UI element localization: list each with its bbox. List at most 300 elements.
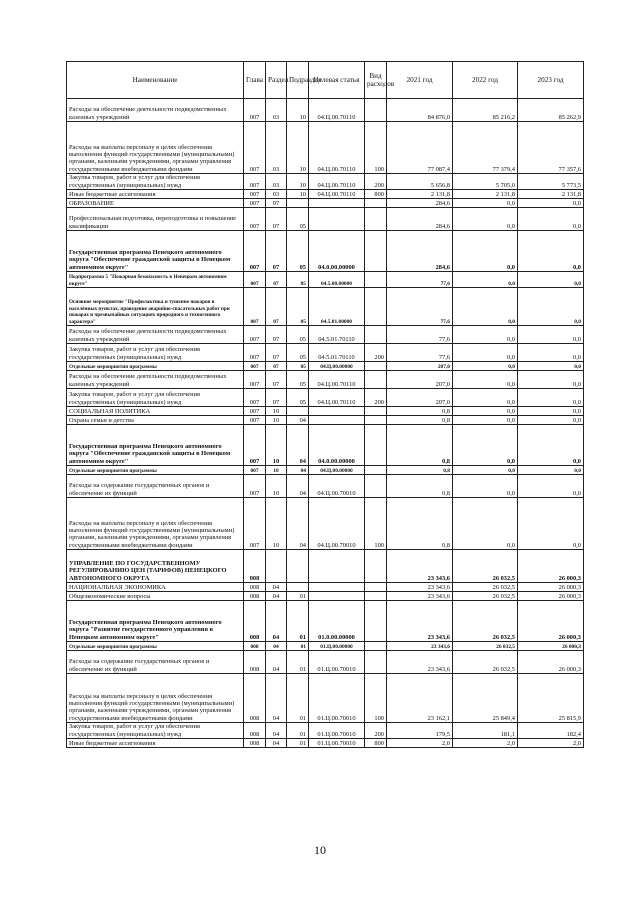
row-section-cell: 10 bbox=[266, 466, 287, 475]
row-subsection-cell: 01 bbox=[287, 642, 309, 651]
row-target-item-cell bbox=[309, 416, 365, 425]
table-row bbox=[67, 475, 584, 498]
row-expense-type-cell: 200 bbox=[365, 344, 387, 362]
row-expense-type-cell: 200 bbox=[365, 389, 387, 407]
row-2022-cell: 0,0 bbox=[453, 208, 518, 231]
row-2021-cell: 77,6 bbox=[387, 326, 453, 344]
row-2022-cell: 85 216,2 bbox=[453, 99, 518, 122]
row-subsection-cell bbox=[287, 407, 309, 416]
table-row bbox=[67, 550, 584, 583]
row-2021-cell: 84 876,0 bbox=[387, 99, 453, 122]
row-2023-cell: 0,0 bbox=[518, 371, 584, 389]
row-target-item-cell: 04.Ц.00.70110 bbox=[309, 174, 365, 190]
table-row bbox=[67, 425, 584, 466]
row-expense-type-cell bbox=[365, 475, 387, 498]
row-expense-type-cell bbox=[365, 199, 387, 208]
row-2023-cell: 0,0 bbox=[518, 272, 584, 288]
row-section-cell: 04 bbox=[266, 674, 287, 723]
row-target-item-cell: 04.0.00.00000 bbox=[309, 231, 365, 272]
row-2022-cell: 0,0 bbox=[453, 326, 518, 344]
row-section-cell: 07 bbox=[266, 326, 287, 344]
row-2022-cell: 0,0 bbox=[453, 344, 518, 362]
row-target-item-cell: 04.5.00.00000 bbox=[309, 272, 365, 288]
row-2021-cell: 77,6 bbox=[387, 344, 453, 362]
row-section-cell: 07 bbox=[266, 199, 287, 208]
row-expense-type-cell: 200 bbox=[365, 723, 387, 739]
table-row bbox=[67, 592, 584, 601]
table-row bbox=[67, 208, 584, 231]
row-2022-cell: 26 032,5 bbox=[453, 642, 518, 651]
header-chapter: Глава bbox=[244, 62, 266, 99]
row-chapter-cell: 007 bbox=[244, 122, 266, 174]
row-subsection-cell: 01 bbox=[287, 739, 309, 748]
row-chapter-cell: 007 bbox=[244, 208, 266, 231]
row-name-cell: Расходы на обеспечение деятельности подведомственных казенных учреждений bbox=[67, 99, 244, 122]
row-section-cell: 10 bbox=[266, 416, 287, 425]
row-chapter-cell: 007 bbox=[244, 288, 266, 326]
table-row bbox=[67, 288, 584, 326]
row-subsection-cell: 04 bbox=[287, 475, 309, 498]
row-expense-type-cell: 100 bbox=[365, 498, 387, 550]
row-name-cell: Отдельные мероприятия программы bbox=[67, 642, 244, 651]
row-expense-type-cell: 100 bbox=[365, 122, 387, 174]
row-2023-cell: 0,0 bbox=[518, 498, 584, 550]
row-chapter-cell: 007 bbox=[244, 326, 266, 344]
row-2023-cell: 26 000,3 bbox=[518, 651, 584, 674]
row-name-cell: Подпрограмма 5 "Пожарная безопасность в Ненецком автономном округе" bbox=[67, 272, 244, 288]
row-chapter-cell: 007 bbox=[244, 498, 266, 550]
table-row bbox=[67, 344, 584, 362]
table-row bbox=[67, 651, 584, 674]
row-chapter-cell: 007 bbox=[244, 466, 266, 475]
row-expense-type-cell bbox=[365, 371, 387, 389]
row-section-cell: 10 bbox=[266, 498, 287, 550]
header-expense-type: Вид расходов bbox=[365, 62, 387, 99]
row-2022-cell: 25 849,4 bbox=[453, 674, 518, 723]
row-section-cell: 07 bbox=[266, 288, 287, 326]
row-2022-cell: 77 379,4 bbox=[453, 122, 518, 174]
table-row bbox=[67, 416, 584, 425]
row-2021-cell: 77,6 bbox=[387, 288, 453, 326]
row-subsection-cell: 05 bbox=[287, 371, 309, 389]
row-2021-cell: 0,8 bbox=[387, 416, 453, 425]
row-subsection-cell: 04 bbox=[287, 425, 309, 466]
row-section-cell: 07 bbox=[266, 344, 287, 362]
row-2023-cell: 0,0 bbox=[518, 475, 584, 498]
row-2022-cell: 0,0 bbox=[453, 407, 518, 416]
row-target-item-cell bbox=[309, 592, 365, 601]
budget-table bbox=[66, 61, 584, 748]
row-name-cell: СОЦИАЛЬНАЯ ПОЛИТИКА bbox=[67, 407, 244, 416]
table-row bbox=[67, 407, 584, 416]
row-chapter-cell: 007 bbox=[244, 99, 266, 122]
row-2021-cell: 207,0 bbox=[387, 362, 453, 371]
row-section-cell: 07 bbox=[266, 371, 287, 389]
row-subsection-cell: 05 bbox=[287, 231, 309, 272]
table-row bbox=[67, 174, 584, 190]
row-section-cell: 10 bbox=[266, 475, 287, 498]
row-2021-cell: 2,0 bbox=[387, 739, 453, 748]
table-row bbox=[67, 723, 584, 739]
row-name-cell: Иные бюджетные ассигнования bbox=[67, 739, 244, 748]
row-subsection-cell: 04 bbox=[287, 466, 309, 475]
row-name-cell: Охрана семьи и детства bbox=[67, 416, 244, 425]
table-row bbox=[67, 326, 584, 344]
table-row bbox=[67, 371, 584, 389]
table-row bbox=[67, 199, 584, 208]
row-section-cell: 04 bbox=[266, 739, 287, 748]
row-section-cell: 04 bbox=[266, 642, 287, 651]
row-2022-cell: 0,0 bbox=[453, 288, 518, 326]
table-row bbox=[67, 498, 584, 550]
row-name-cell: Закупка товаров, работ и услуг для обеспечения государственных (муниципальных) нужд bbox=[67, 174, 244, 190]
table-row bbox=[67, 739, 584, 748]
row-section-cell: 07 bbox=[266, 272, 287, 288]
row-subsection-cell: 05 bbox=[287, 344, 309, 362]
row-subsection-cell: 05 bbox=[287, 389, 309, 407]
row-2021-cell: 207,0 bbox=[387, 389, 453, 407]
row-2021-cell: 0,8 bbox=[387, 475, 453, 498]
row-2021-cell: 284,6 bbox=[387, 231, 453, 272]
row-2023-cell: 85 262,9 bbox=[518, 99, 584, 122]
row-expense-type-cell: 800 bbox=[365, 190, 387, 199]
row-name-cell: Закупка товаров, работ и услуг для обеспечения государственных (муниципальных) нужд bbox=[67, 723, 244, 739]
row-subsection-cell: 01 bbox=[287, 651, 309, 674]
row-2023-cell: 0,0 bbox=[518, 425, 584, 466]
table-row bbox=[67, 272, 584, 288]
row-target-item-cell: 04.5.01.70110 bbox=[309, 326, 365, 344]
row-subsection-cell: 10 bbox=[287, 99, 309, 122]
row-2022-cell: 26 032,5 bbox=[453, 592, 518, 601]
row-section-cell: 07 bbox=[266, 208, 287, 231]
row-2022-cell: 0,0 bbox=[453, 425, 518, 466]
row-expense-type-cell bbox=[365, 583, 387, 592]
row-2023-cell: 26 000,3 bbox=[518, 642, 584, 651]
row-2022-cell: 2 131,8 bbox=[453, 190, 518, 199]
row-name-cell: Основное мероприятие "Профилактика и тушение пожаров в населённых пунктах, проведение аварийно-спасательных работ при пожарах и чрезвычайных ситуациях природного и техногенного характера" bbox=[67, 288, 244, 326]
row-2021-cell: 5 656,8 bbox=[387, 174, 453, 190]
row-target-item-cell: 04.Ц.00.00000 bbox=[309, 362, 365, 371]
row-2021-cell: 0,8 bbox=[387, 425, 453, 466]
row-target-item-cell bbox=[309, 583, 365, 592]
row-chapter-cell: 007 bbox=[244, 416, 266, 425]
table-row bbox=[67, 231, 584, 272]
row-2022-cell: 0,0 bbox=[453, 498, 518, 550]
row-2022-cell: 0,0 bbox=[453, 199, 518, 208]
row-name-cell: Отдельные мероприятия программы bbox=[67, 362, 244, 371]
row-name-cell: Расходы на выплаты персоналу в целях обеспечения выполнения функций государственными (муниципальными) органами, казенными учреждениями, органами управления государственными внебюджетными фондами bbox=[67, 498, 244, 550]
row-2023-cell: 25 815,9 bbox=[518, 674, 584, 723]
row-section-cell: 07 bbox=[266, 231, 287, 272]
row-2022-cell: 0,0 bbox=[453, 272, 518, 288]
row-section-cell: 04 bbox=[266, 601, 287, 642]
row-2023-cell: 0,0 bbox=[518, 362, 584, 371]
row-target-item-cell: 04.Ц.00.70010 bbox=[309, 475, 365, 498]
row-2022-cell: 5 705,0 bbox=[453, 174, 518, 190]
row-expense-type-cell bbox=[365, 550, 387, 583]
row-subsection-cell: 04 bbox=[287, 416, 309, 425]
row-subsection-cell: 05 bbox=[287, 362, 309, 371]
row-target-item-cell: 04.Ц.00.70110 bbox=[309, 389, 365, 407]
row-expense-type-cell bbox=[365, 425, 387, 466]
row-2023-cell: 0,0 bbox=[518, 231, 584, 272]
row-section-cell: 03 bbox=[266, 122, 287, 174]
header-subsection: Подраздел bbox=[287, 62, 309, 99]
row-chapter-cell: 008 bbox=[244, 723, 266, 739]
row-expense-type-cell: 200 bbox=[365, 174, 387, 190]
row-chapter-cell: 008 bbox=[244, 651, 266, 674]
table-header-row bbox=[67, 62, 584, 99]
row-2023-cell: 26 000,3 bbox=[518, 592, 584, 601]
header-year-2023: 2023 год bbox=[518, 62, 584, 99]
table-row bbox=[67, 122, 584, 174]
row-2023-cell: 5 773,5 bbox=[518, 174, 584, 190]
row-2022-cell: 2,0 bbox=[453, 739, 518, 748]
row-section-cell: 03 bbox=[266, 99, 287, 122]
row-2021-cell: 77 087,4 bbox=[387, 122, 453, 174]
row-section-cell: 07 bbox=[266, 362, 287, 371]
row-2022-cell: 0,0 bbox=[453, 389, 518, 407]
row-chapter-cell: 007 bbox=[244, 344, 266, 362]
row-subsection-cell: 01 bbox=[287, 592, 309, 601]
row-expense-type-cell bbox=[365, 288, 387, 326]
row-chapter-cell: 008 bbox=[244, 739, 266, 748]
row-expense-type-cell bbox=[365, 601, 387, 642]
row-2023-cell: 0,0 bbox=[518, 326, 584, 344]
row-name-cell: Отдельные мероприятия программы bbox=[67, 466, 244, 475]
row-2022-cell: 181,1 bbox=[453, 723, 518, 739]
row-2022-cell: 26 032,5 bbox=[453, 550, 518, 583]
row-2023-cell: 0,0 bbox=[518, 344, 584, 362]
row-section-cell bbox=[266, 550, 287, 583]
row-2023-cell: 0,0 bbox=[518, 288, 584, 326]
row-expense-type-cell bbox=[365, 407, 387, 416]
table-row bbox=[67, 190, 584, 199]
row-expense-type-cell bbox=[365, 651, 387, 674]
row-2021-cell: 23 343,6 bbox=[387, 550, 453, 583]
row-2021-cell: 23 343,6 bbox=[387, 592, 453, 601]
row-subsection-cell bbox=[287, 550, 309, 583]
row-expense-type-cell bbox=[365, 362, 387, 371]
row-name-cell: Государственная программа Ненецкого автономного округа "Развитие государственного управления в Ненецком автономном округе" bbox=[67, 601, 244, 642]
row-name-cell: Иные бюджетные ассигнования bbox=[67, 190, 244, 199]
row-name-cell: НАЦИОНАЛЬНАЯ ЭКОНОМИКА bbox=[67, 583, 244, 592]
row-2021-cell: 2 131,8 bbox=[387, 190, 453, 199]
row-chapter-cell: 008 bbox=[244, 550, 266, 583]
row-chapter-cell: 007 bbox=[244, 199, 266, 208]
row-section-cell: 03 bbox=[266, 190, 287, 199]
row-target-item-cell: 01.Ц.00.70010 bbox=[309, 674, 365, 723]
row-expense-type-cell bbox=[365, 592, 387, 601]
row-chapter-cell: 008 bbox=[244, 674, 266, 723]
row-2023-cell: 0,0 bbox=[518, 466, 584, 475]
row-subsection-cell: 01 bbox=[287, 674, 309, 723]
row-2023-cell: 2,0 bbox=[518, 739, 584, 748]
row-2021-cell: 23 162,1 bbox=[387, 674, 453, 723]
row-2021-cell: 0,8 bbox=[387, 498, 453, 550]
table-body bbox=[67, 99, 584, 748]
row-2023-cell: 26 000,3 bbox=[518, 583, 584, 592]
row-2022-cell: 0,0 bbox=[453, 466, 518, 475]
row-name-cell: Общеэкономические вопросы bbox=[67, 592, 244, 601]
row-2022-cell: 0,0 bbox=[453, 362, 518, 371]
row-target-item-cell: 04.5.01.00000 bbox=[309, 288, 365, 326]
row-expense-type-cell bbox=[365, 208, 387, 231]
row-subsection-cell bbox=[287, 199, 309, 208]
row-target-item-cell: 04.Ц.00.70010 bbox=[309, 498, 365, 550]
row-target-item-cell bbox=[309, 550, 365, 583]
row-expense-type-cell bbox=[365, 466, 387, 475]
row-2021-cell: 0,8 bbox=[387, 407, 453, 416]
row-2021-cell: 179,5 bbox=[387, 723, 453, 739]
table-row bbox=[67, 389, 584, 407]
row-2022-cell: 26 032,5 bbox=[453, 651, 518, 674]
row-subsection-cell: 10 bbox=[287, 174, 309, 190]
row-expense-type-cell bbox=[365, 99, 387, 122]
row-target-item-cell: 04.Ц.00.70110 bbox=[309, 371, 365, 389]
row-chapter-cell: 008 bbox=[244, 592, 266, 601]
row-subsection-cell: 05 bbox=[287, 272, 309, 288]
row-target-item-cell: 01.Ц.00.00000 bbox=[309, 642, 365, 651]
row-name-cell: Закупка товаров, работ и услуг для обеспечения государственных (муниципальных) нужд bbox=[67, 344, 244, 362]
row-2021-cell: 207,0 bbox=[387, 371, 453, 389]
row-chapter-cell: 007 bbox=[244, 174, 266, 190]
table-row bbox=[67, 99, 584, 122]
row-2022-cell: 26 032,5 bbox=[453, 601, 518, 642]
row-2023-cell: 0,0 bbox=[518, 199, 584, 208]
row-2023-cell: 26 000,3 bbox=[518, 601, 584, 642]
row-2021-cell: 284,6 bbox=[387, 208, 453, 231]
page-number: 10 bbox=[314, 843, 326, 857]
row-target-item-cell: 04.Ц.00.70110 bbox=[309, 190, 365, 199]
row-2021-cell: 23 343,6 bbox=[387, 642, 453, 651]
row-section-cell: 04 bbox=[266, 592, 287, 601]
row-expense-type-cell bbox=[365, 231, 387, 272]
row-target-item-cell: 04.5.01.70110 bbox=[309, 344, 365, 362]
row-expense-type-cell bbox=[365, 272, 387, 288]
row-section-cell: 07 bbox=[266, 389, 287, 407]
row-target-item-cell: 04.Ц.00.00000 bbox=[309, 466, 365, 475]
row-2022-cell: 26 032,5 bbox=[453, 583, 518, 592]
row-subsection-cell: 01 bbox=[287, 723, 309, 739]
row-name-cell: Закупка товаров, работ и услуг для обеспечения государственных (муниципальных) нужд bbox=[67, 389, 244, 407]
row-chapter-cell: 008 bbox=[244, 601, 266, 642]
row-section-cell: 04 bbox=[266, 651, 287, 674]
row-name-cell: Расходы на обеспечение деятельности подведомственных казенных учреждений bbox=[67, 371, 244, 389]
row-2023-cell: 0,0 bbox=[518, 208, 584, 231]
header-year-2021: 2021 год bbox=[387, 62, 453, 99]
table-row bbox=[67, 642, 584, 651]
table-row bbox=[67, 601, 584, 642]
row-expense-type-cell bbox=[365, 642, 387, 651]
row-section-cell: 10 bbox=[266, 407, 287, 416]
row-chapter-cell: 007 bbox=[244, 389, 266, 407]
row-2022-cell: 0,0 bbox=[453, 475, 518, 498]
row-subsection-cell: 05 bbox=[287, 326, 309, 344]
table-row bbox=[67, 674, 584, 723]
row-subsection-cell: 05 bbox=[287, 288, 309, 326]
row-2022-cell: 0,0 bbox=[453, 371, 518, 389]
row-chapter-cell: 007 bbox=[244, 190, 266, 199]
header-name: Наименование bbox=[67, 62, 244, 99]
row-subsection-cell: 10 bbox=[287, 190, 309, 199]
row-name-cell: УПРАВЛЕНИЕ ПО ГОСУДАРСТВЕННОМУ РЕГУЛИРОВАНИЮ ЦЕН (ТАРИФОВ) НЕНЕЦКОГО АВТОНОМНОГО ОКРУГА bbox=[67, 550, 244, 583]
row-expense-type-cell bbox=[365, 416, 387, 425]
row-chapter-cell: 007 bbox=[244, 362, 266, 371]
row-section-cell: 10 bbox=[266, 425, 287, 466]
row-name-cell: Расходы на обеспечение деятельности подведомственных казенных учреждений bbox=[67, 326, 244, 344]
row-expense-type-cell bbox=[365, 326, 387, 344]
row-subsection-cell: 10 bbox=[287, 122, 309, 174]
row-2022-cell: 0,0 bbox=[453, 231, 518, 272]
header-section: Раздел bbox=[266, 62, 287, 99]
row-2021-cell: 23 343,6 bbox=[387, 651, 453, 674]
row-2022-cell: 0,0 bbox=[453, 416, 518, 425]
row-subsection-cell: 05 bbox=[287, 208, 309, 231]
row-target-item-cell: 04.0.00.00000 bbox=[309, 425, 365, 466]
row-name-cell: Государственная программа Ненецкого автономного округа "Обеспечение гражданской защиты в Ненецком автономном округе" bbox=[67, 425, 244, 466]
row-2023-cell: 26 000,3 bbox=[518, 550, 584, 583]
row-expense-type-cell: 100 bbox=[365, 674, 387, 723]
row-2023-cell: 77 357,6 bbox=[518, 122, 584, 174]
row-2021-cell: 77,6 bbox=[387, 272, 453, 288]
row-name-cell: Профессиональная подготовка, переподготовка и повышение квалификации bbox=[67, 208, 244, 231]
row-2021-cell: 23 343,6 bbox=[387, 583, 453, 592]
row-target-item-cell: 01.0.00.00000 bbox=[309, 601, 365, 642]
row-chapter-cell: 007 bbox=[244, 475, 266, 498]
row-chapter-cell: 008 bbox=[244, 583, 266, 592]
row-2021-cell: 23 343,6 bbox=[387, 601, 453, 642]
header-target-item: Целевая статья bbox=[309, 62, 365, 99]
row-name-cell: Расходы на выплаты персоналу в целях обеспечения выполнения функций государственными (муниципальными) органами, казенными учреждениями, органами управления государственными внебюджетными фондами bbox=[67, 674, 244, 723]
row-name-cell: ОБРАЗОВАНИЕ bbox=[67, 199, 244, 208]
row-chapter-cell: 008 bbox=[244, 642, 266, 651]
row-target-item-cell: 01.Ц.00.70010 bbox=[309, 739, 365, 748]
row-section-cell: 04 bbox=[266, 583, 287, 592]
row-target-item-cell: 01.Ц.00.70010 bbox=[309, 723, 365, 739]
row-target-item-cell: 04.Ц.00.70110 bbox=[309, 99, 365, 122]
table-row bbox=[67, 583, 584, 592]
row-name-cell: Государственная программа Ненецкого автономного округа "Обеспечение гражданской защиты в Ненецком автономном округе" bbox=[67, 231, 244, 272]
row-2023-cell: 0,0 bbox=[518, 407, 584, 416]
row-subsection-cell bbox=[287, 583, 309, 592]
row-2021-cell: 284,6 bbox=[387, 199, 453, 208]
row-target-item-cell: 01.Ц.00.70010 bbox=[309, 651, 365, 674]
row-2023-cell: 0,0 bbox=[518, 389, 584, 407]
row-chapter-cell: 007 bbox=[244, 425, 266, 466]
row-target-item-cell bbox=[309, 407, 365, 416]
row-2023-cell: 2 131,8 bbox=[518, 190, 584, 199]
row-chapter-cell: 007 bbox=[244, 231, 266, 272]
row-expense-type-cell: 800 bbox=[365, 739, 387, 748]
row-section-cell: 04 bbox=[266, 723, 287, 739]
row-2023-cell: 182,4 bbox=[518, 723, 584, 739]
table-row bbox=[67, 362, 584, 371]
row-chapter-cell: 007 bbox=[244, 407, 266, 416]
row-name-cell: Расходы на содержание государственных органов и обеспечение их функций bbox=[67, 475, 244, 498]
row-target-item-cell bbox=[309, 199, 365, 208]
row-target-item-cell: 04.Ц.00.70110 bbox=[309, 122, 365, 174]
row-2023-cell: 0,0 bbox=[518, 416, 584, 425]
row-subsection-cell: 01 bbox=[287, 601, 309, 642]
row-chapter-cell: 007 bbox=[244, 272, 266, 288]
table-row bbox=[67, 466, 584, 475]
row-2021-cell: 0,8 bbox=[387, 466, 453, 475]
row-subsection-cell: 04 bbox=[287, 498, 309, 550]
row-section-cell: 03 bbox=[266, 174, 287, 190]
header-year-2022: 2022 год bbox=[453, 62, 518, 99]
row-name-cell: Расходы на содержание государственных органов и обеспечение их функций bbox=[67, 651, 244, 674]
